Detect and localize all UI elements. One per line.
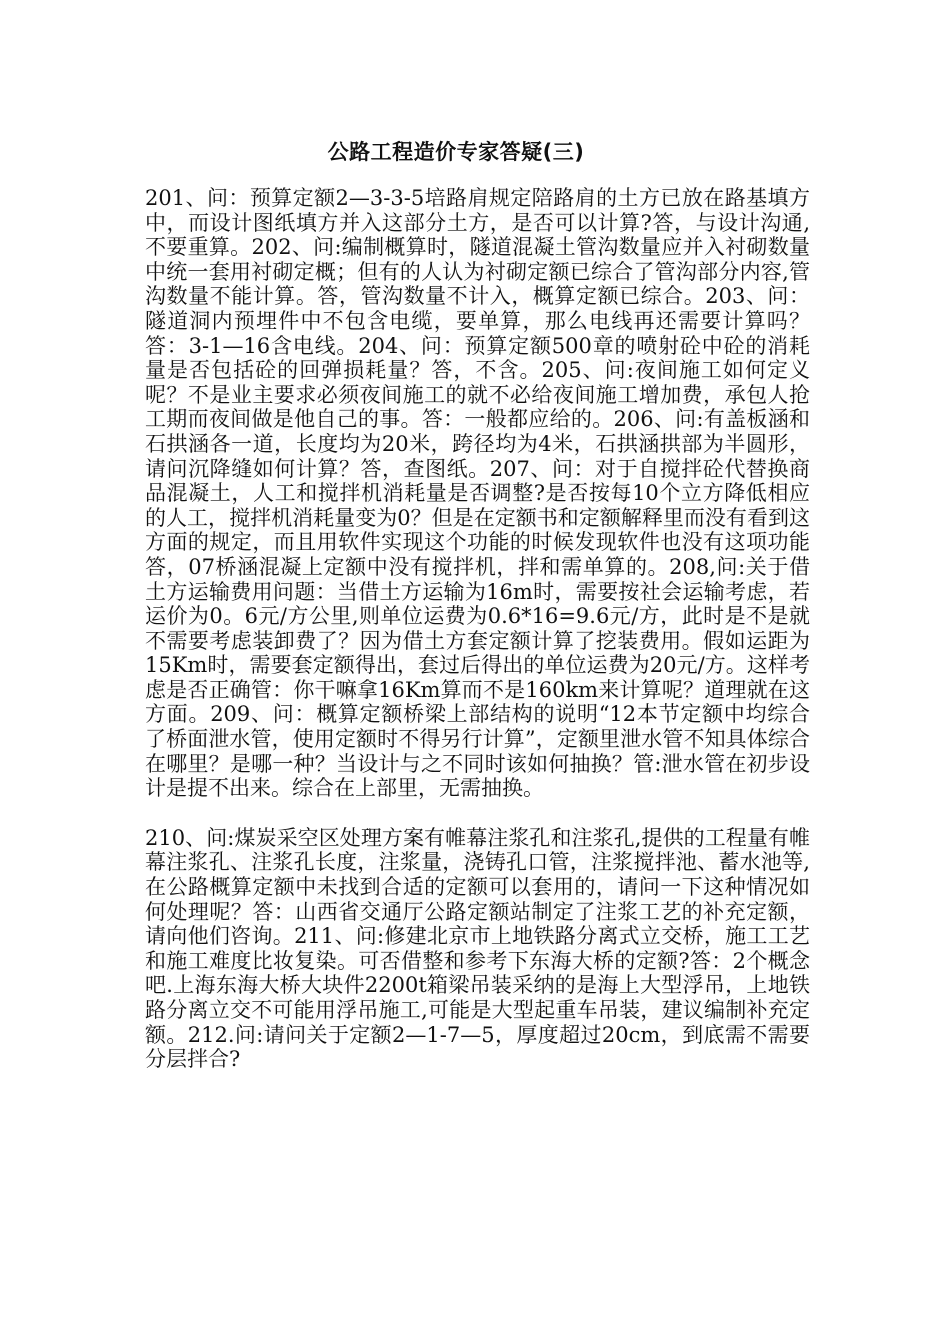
paragraph-2: 210、问:煤炭采空区处理方案有帷幕注浆孔和注浆孔,提供的工程量有帷幕注浆孔、注浆孔长度，注浆量，浇铸孔口管，注浆搅拌池、蓄水池等,在公路概算定额中未找到合适的定额可以套用的，请问一下这种情况如何处理呢？答：山西省交通厅公路定额站制定了注浆工艺的补充定额，请向他们咨询。211、问:修建北京市上地铁路分离式立交桥，施工工艺和施工难度比妆复染。可否借整和参考下东海大桥的定额?答：2个概念吧.上海东海大桥大块件2200t箱梁吊装采纳的是海上大型浮吊，上地铁路分离立交不可能用浮吊施工,可能是大型起重车吊装，建议编制补充定额。212.问:请问关于定额2—1-7—5，厚度超过20cm，到底需不需要分层拌合? xyxy=(145,825,810,1072)
paragraph-1: 201、问：预算定额2—3-3-5培路肩规定陪路肩的土方已放在路基填方中，而设计图纸填方并入这部分土方，是否可以计算?答，与设计沟通,不要重算。202、问:编制概算时，隧道混凝土管沟数量应并入衬砌数量中统一套用衬砌定概；但有的人认为衬砌定额已综合了管沟部分内容,管沟数量不能计算。答，管沟数量不计入，概算定额已综合。203、问：隧道洞内预埋件中不包含电缆，要单算，那么电线再还需要计算吗？答：3-1—16含电线。204、问：预算定额500章的喷射砼中砼的消耗量是否包括砼的回弹损耗量？答，不含。205、问:夜间施工如何定义呢？不是业主要求必须夜间施工的就不必给夜间施工增加费，承包人抢工期而夜间做是他自己的事。答：一般都应给的。206、问:有盖板涵和石拱涵各一道，长度均为20米，跨径均为4米，石拱涵拱部为半圆形，请问沉降缝如何计算？答，查图纸。207、问：对于自搅拌砼代替换商品混凝土，人工和搅拌机消耗量是否调整?是否按每10个立方降低相应的人工，搅拌机消耗量变为0？但是在定额书和定额解释里而没有看到这方面的规定，而且用软件实现这个功能的时候发现软件也没有这项功能答，07桥涵混凝上定额中没有搅拌机，拌和需单算的。208,问:关于借土方运输费用问题：当借土方运输为16m时，需要按社会运输考虑，若运价为0。6元/方公里,则单位运费为0.6*16=9.6元/方，此时是不是就不需要考虑装卸费了？因为借土方套定额计算了挖装费用。假如运距为15Km时，需要套定额得出，套过后得出的单位运费为20元/方。这样考虑是否正确管：你干嘛拿16Km算而不是160km来计算呢？道理就在这方面。209、问：概算定额桥梁上部结构的说明“12本节定额中均综合了桥面泄水管，使用定额时不得另行计算”，定额里泄水管不知具体综合在哪里？是哪一种？当设计与之不同时该如何抽换？管:泄水管在初步设计是提不出来。综合在上部里，无需抽换。 xyxy=(145,186,810,801)
document-title: 公路工程造价专家答疑(三) xyxy=(327,140,585,164)
paragraph-spacer xyxy=(145,801,810,826)
document-body xyxy=(145,186,810,1072)
